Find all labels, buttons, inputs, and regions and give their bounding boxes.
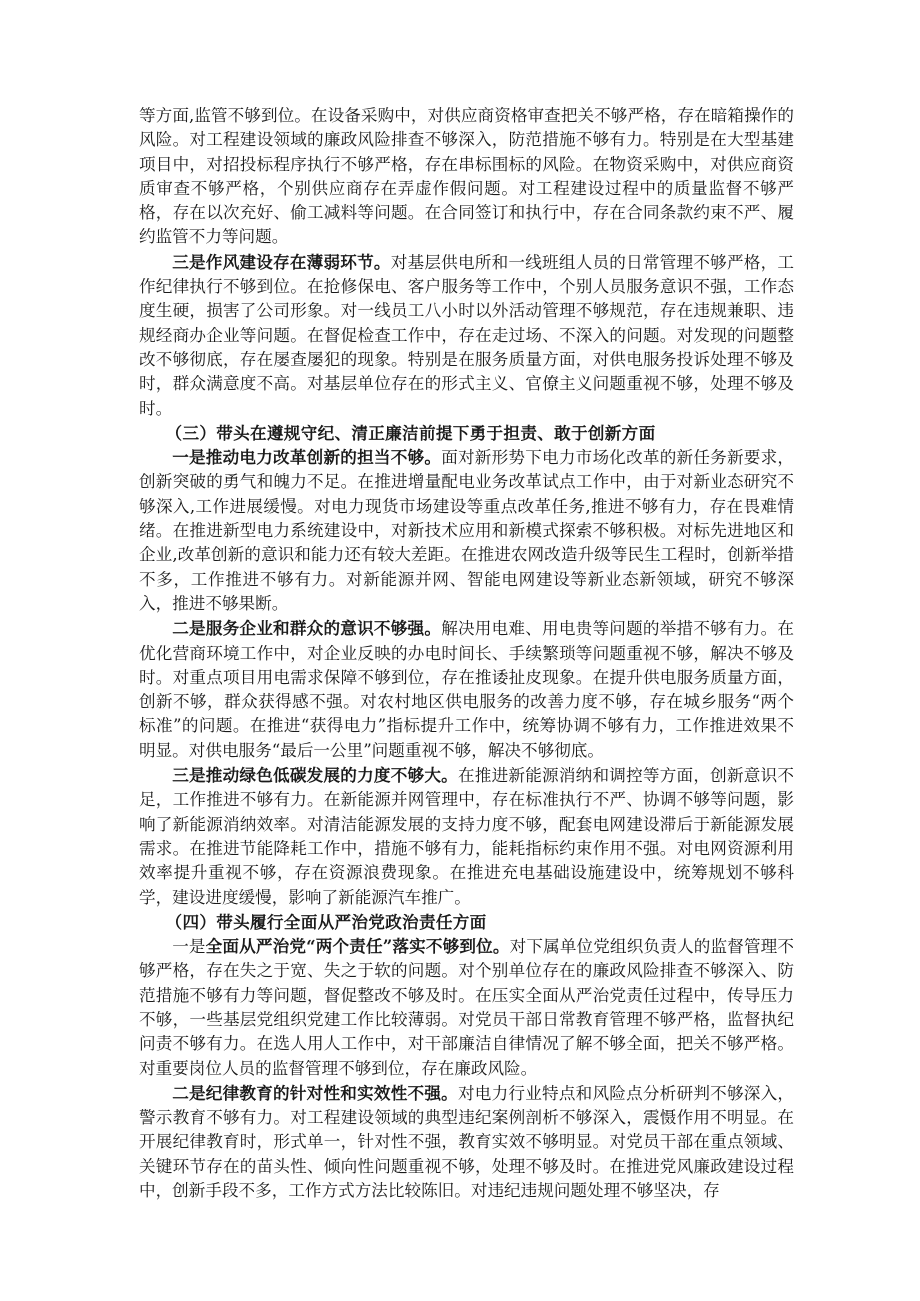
paragraph-text: 解决用电难、用电贵等问题的举措不够有力。在优化营商环境工作中，对企业反映的办电时间长、手续繁琐等问题重视不够，解决不够及时。对重点项目用电需求保障不够到位，存在推诿扯皮现象。在提升供电服务质量方面，创新不够，群众获得感不强。对农村地区供电服务的改善力度不够，存在城乡服务“两个标准”的问题。在推进“获得电力”指标提升工作中，统筹协调不够有力，工作推进效果不明显。对供电服务“最后一公里”问题重视不够，解决不够彻底。 — [139, 619, 795, 760]
paragraph-lead: 一是推动电力改革创新的担当不够。 — [172, 447, 442, 468]
paragraph-two-responsibilities — [139, 934, 794, 1081]
paragraph-continuation — [139, 104, 794, 250]
paragraph-lead: 三是作风建设存在薄弱环节。 — [172, 251, 391, 272]
paragraph-lead: 三是推动绿色低碳发展的力度不够大。 — [172, 765, 458, 786]
section-heading-3: （三）带头在遵规守纪、清正廉洁前提下勇于担责、敢于创新方面 — [165, 422, 656, 443]
paragraph-text: 在推进新能源消纳和调控等方面，创新意识不足，工作推进不够有力。在新能源并网管理中，存在标准执行不严、协调不够等问题，影响了新能源消纳效率。对清洁能源发展的支持力度不够，配套电网建设滞后于新能源发展需求。在推进节能降耗工作中，措施不够有力，能耗指标约束作用不强。对电网资源利用效率提升重视不够，存在资源浪费现象。在推进充电基础设施建设中，统筹规划不够科学，建设进度缓慢，影响了新能源汽车推广。 — [139, 766, 794, 907]
section-heading-4: （四）带头履行全面从严治党政治责任方面 — [165, 911, 487, 932]
paragraph-service-awareness — [139, 616, 794, 763]
paragraph-text: 对电力行业特点和风险点分析研判不够深入，警示教育不够有力。对工程建设领域的典型违纪案例剖析不够深入，震慑作用不明显。在开展纪律教育时，形式单一，针对性不强，教育实效不够明显。对党员干部在重点领域、关键环节存在的苗头性、倾向性问题重视不够，处理不够及时。在推进党风廉政建设过程中，创新手段不多，工作方式方法比较陈旧。对违纪违规问题处理不够坚决，存 — [139, 1083, 794, 1201]
paragraph-text: 对基层供电所和一线班组人员的日常管理不够严格，工作纪律执行不够到位。在抢修保电、客户服务等工作中，个别人员服务意识不强，工作态度生硬，损害了公司形象。对一线员工八小时以外活动管理不够规范，存在违规兼职、违规经商办企业等问题。在督促检查工作中，存在走过场、不深入的问题。对发现的问题整改不够彻底，存在屡查屡犯的现象。特别是在服务质量方面，对供电服务投诉处理不够及时，群众满意度不高。对基层单位存在的形式主义、官僚主义问题重视不够，处理不够及时。 — [139, 252, 795, 418]
paragraph-lead: 全面从严治党“两个责任”落实不够到位。 — [205, 936, 510, 957]
paragraph-work-style — [139, 250, 794, 421]
paragraph-lead: 二是纪律教育的针对性和实效性不强。 — [172, 1082, 458, 1103]
paragraph-text: 等方面,监管不够到位。在设备采购中，对供应商资格审查把关不够严格，存在暗箱操作的风险。对工程建设领域的廉政风险排查不够深入，防范措施不够有力。特别是在大型基建项目中，对招投标程序执行不够严格，存在串标围标的风险。在物资采购中，对供应商资质审查不够严格，个别供应商存在弄虚作假问题。对工程建设过程中的质量监督不够严格，存在以次充好、偷工减料等问题。在合同签订和执行中，存在合同条款约束不严、履约监管不力等问题。 — [139, 106, 794, 247]
paragraph-discipline-education — [139, 1081, 794, 1203]
paragraph-reform-innovation — [139, 445, 794, 616]
paragraph-green-development — [139, 763, 794, 910]
paragraph-text: 对下属单位党组织负责人的监督管理不够严格，存在失之于宽、失之于软的问题。对个别单位存在的廉政风险排查不够深入、防范措施不够有力等问题，督促整改不够及时。在压实全面从严治党责任过程中，传导压力不够，一些基层党组织党建工作比较薄弱。对党员干部日常教育管理不够严格，监督执纪问责不够有力。在选人用人工作中，对干部廉洁自律情况了解不够全面，把关不够严格。对重要岗位人员的监督管理不够到位，存在廉政风险。 — [139, 937, 795, 1078]
paragraph-lead: 二是服务企业和群众的意识不够强。 — [172, 618, 442, 639]
paragraph-lead-plain: 一是 — [172, 937, 206, 957]
paragraph-text: 面对新形势下电力市场化改革的新任务新要求，创新突破的勇气和魄力不足。在推进增量配电业务改革试点工作中，由于对新业态研究不够深入,工作进展缓慢。对电力现货市场建设等重点改革任务,推进不够有力，存在畏难情绪。在推进新型电力系统建设中，对新技术应用和新模式探索不够积极。对标先进地区和企业,改革创新的意识和能力还有较大差距。在推进农网改造升级等民生工程时，创新举措不多，工作推进不够有力。对新能源并网、智能电网建设等新业态新领域，研究不够深入，推进不够果断。 — [139, 448, 795, 613]
